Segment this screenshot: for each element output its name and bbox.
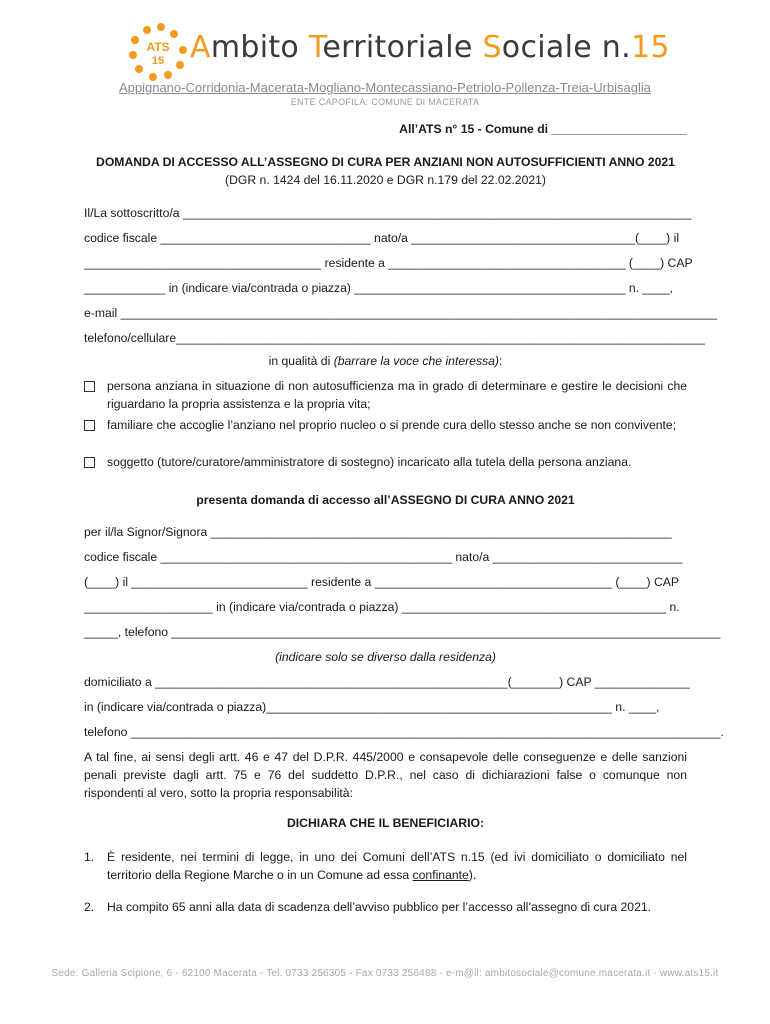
applicant-residence-field[interactable]: ___________________________________ residente a ___________________________________ (____) CAP — [84, 256, 693, 270]
beneficiary-name-field[interactable]: per il/la Signor/Signora ____________________________________________________________________ — [84, 525, 672, 539]
declaration-paragraph: A tal fine, ai sensi degli artt. 46 e 47 del D.P.R. 445/2000 e consapevole delle conseguenze e delle sanzioni penali previste dagli artt. 75 e 76 del suddetto D.P.R., nel caso di dichiarazioni false o comunque non rispondenti al vero, sotto la propria responsabilità: — [84, 750, 687, 800]
beneficiary-residence-field[interactable]: (____) il __________________________ residente a ___________________________________ (____) CAP — [84, 575, 680, 589]
logo-text: ATS — [146, 40, 170, 54]
domicile-address-field[interactable]: in (indicare via/contrada o piazza)___________________________________________________ n. ____, — [84, 700, 660, 714]
form-subtitle: (DGR n. 1424 del 16.11.2020 e DGR n.179 del 22.02.2021) — [225, 173, 546, 187]
checkbox[interactable] — [84, 420, 95, 431]
domicile-field[interactable]: domiciliato a ____________________________________________________(_______) CAP ______________ — [84, 675, 690, 689]
ats15-logo — [125, 22, 189, 82]
form-title: DOMANDA DI ACCESSO ALL’ASSEGNO DI CURA PER ANZIANI NON AUTOSUFFICIENTI ANNO 2021 — [96, 155, 675, 169]
beneficiary-address-field[interactable]: ___________________ in (indicare via/contrada o piazza) _______________________________________ n. — [84, 600, 680, 614]
applicant-tax-code-field[interactable]: codice fiscale _______________________________ nato/a _________________________________(____) il — [84, 231, 680, 245]
request-heading: presenta domanda di accesso all’ASSEGNO DI CURA ANNO 2021 — [196, 493, 575, 507]
beneficiary-tax-code-field[interactable]: codice fiscale ___________________________________________ nato/a ____________________________ — [84, 550, 683, 564]
domicile-phone-field[interactable]: telefono _______________________________________________________________________________________. — [84, 725, 724, 739]
applicant-phone-field[interactable]: telefono/cellulare______________________________________________________________________________ — [84, 331, 705, 345]
capacity-label: in qualità di (barrare la voce che interessa): — [268, 354, 503, 368]
addressee-line: All’ATS n° 15 - Comune di ____________________ — [399, 122, 687, 136]
page-title: Ambito Territoriale Sociale n.15 — [190, 30, 670, 65]
declares-heading: DICHIARA CHE IL BENEFICIARIO: — [286, 816, 485, 830]
capacity-option-family[interactable]: familiare che accoglie l’anziano nel proprio nucleo o si prende cura dello stesso anche se non convivente; — [84, 416, 687, 452]
declaration-item: 2. Ha compito 65 anni alla data di scadenza dell’avviso pubblico per l’accesso all’assegno di cura 2021. — [84, 900, 652, 914]
applicant-name-field[interactable]: Il/La sottoscritto/a ___________________________________________________________________________ — [84, 206, 692, 220]
municipalities-list: Appignano-Corridonia-Macerata-Mogliano-Montecassiano-Petriolo-Pollenza-Treia-Urbisaglia — [118, 80, 652, 95]
applicant-address-field[interactable]: ____________ in (indicare via/contrada o piazza) ________________________________________ n. ____, — [84, 281, 673, 295]
checkbox[interactable] — [84, 457, 95, 468]
beneficiary-phone-field[interactable]: _____, telefono _________________________________________________________________________________ — [84, 625, 721, 639]
logo-number: 15 — [151, 55, 165, 67]
residence-note: (indicare solo se diverso dalla residenza) — [275, 650, 496, 664]
declaration-item: 1. È residente, nei termini di legge, in uno dei Comuni dell’ATS n.15 (ed ivi domiciliato o domiciliato nel territorio della Regione Marche o in un Comune ad essa confinante). — [84, 850, 687, 882]
applicant-email-field[interactable]: e-mail ________________________________________________________________________________________ — [84, 306, 718, 320]
lead-entity: ENTE CAPOFILA: COMUNE DI MACERATA — [290, 97, 480, 107]
page-footer: Sede: Galleria Scipione, 6 - 62100 Macerata - Tel. 0733 256305 - Fax 0733 256488 - e-m@il: ambitosociale@comune.macerata.it - www.ats15.it — [51, 968, 719, 979]
checkbox[interactable] — [84, 381, 95, 392]
capacity-option-elderly[interactable]: persona anziana in situazione di non autosufficienza ma in grado di determinare e gestire le decisioni che riguardano la propria assistenza e la propria vita; — [84, 377, 687, 413]
capacity-option-guardian[interactable]: soggetto (tutore/curatore/amministratore di sostegno) incaricato alla tutela della persona anziana. — [84, 453, 687, 471]
